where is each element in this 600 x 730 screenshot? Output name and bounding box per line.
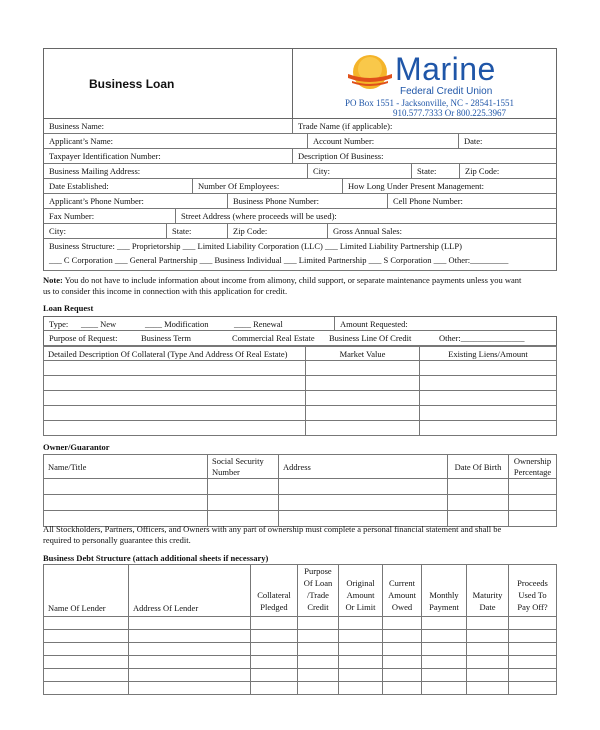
row-mailing — [43, 164, 557, 179]
col-current-amount: Current Amount Owed — [383, 565, 422, 617]
table-row[interactable] — [44, 656, 557, 669]
zip2-field[interactable]: Zip Code: — [233, 226, 268, 236]
col-lender-name: Name Of Lender — [44, 565, 129, 617]
structure-options-1[interactable]: Business Structure: ___ Proprietorship ___ Limited Liability Corporation (LLC) ___ Limited Liability Partnership (LLP) — [49, 241, 462, 251]
col-existing-liens: Existing Liens/Amount — [420, 347, 557, 361]
row-fax — [43, 209, 557, 224]
city-field[interactable]: City: — [313, 166, 331, 176]
cell-phone-field[interactable]: Cell Phone Number: — [393, 196, 463, 206]
col-original-amount: Original Amount Or Limit — [339, 565, 383, 617]
collateral-table — [43, 346, 557, 436]
purpose-term-option[interactable]: Business Term — [141, 333, 192, 343]
note-label: Note: — [43, 275, 63, 285]
table-row[interactable] — [44, 669, 557, 682]
city2-field[interactable]: City: — [49, 226, 67, 236]
owner-guarantor-heading: Owner/Guarantor — [43, 442, 110, 452]
business-phone-field[interactable]: Business Phone Number: — [233, 196, 319, 206]
table-row[interactable] — [44, 643, 557, 656]
col-ownership: Ownership Percentage — [509, 455, 557, 479]
street-address-field[interactable]: Street Address (where proceeds will be used): — [181, 211, 337, 221]
trade-name-field[interactable]: Trade Name (if applicable): — [298, 121, 393, 131]
table-row[interactable] — [44, 406, 557, 421]
col-lender-address: Address Of Lender — [129, 565, 251, 617]
table-row[interactable] — [44, 479, 557, 495]
date-established-field[interactable]: Date Established: — [49, 181, 109, 191]
row-city-sales — [43, 224, 557, 239]
taxpayer-id-field[interactable]: Taxpayer Identification Number: — [49, 151, 161, 161]
mailing-address-field[interactable]: Business Mailing Address: — [49, 166, 141, 176]
business-name-field[interactable]: Business Name: — [49, 121, 105, 131]
loan-request-heading: Loan Request — [43, 303, 94, 313]
row-taxpayer — [43, 149, 557, 164]
fax-field[interactable]: Fax Number: — [49, 211, 95, 221]
col-maturity-date: Maturity Date — [467, 565, 509, 617]
table-row[interactable] — [44, 391, 557, 406]
ownership-note-2: required to personally guarantee this credit. — [43, 535, 191, 545]
table-row — [44, 455, 557, 479]
applicant-phone-field[interactable]: Applicant’s Phone Number: — [49, 196, 144, 206]
row-purpose — [43, 331, 557, 346]
employees-field[interactable]: Number Of Employees: — [198, 181, 280, 191]
ownership-note-1: All Stockholders, Partners, Officers, and Owners with any part of ownership must complete a personal financial statement and shall be — [43, 524, 502, 534]
col-market-value: Market Value — [306, 347, 420, 361]
zip-field[interactable]: Zip Code: — [465, 166, 500, 176]
col-owner-address: Address — [279, 455, 448, 479]
table-row — [44, 565, 557, 617]
debt-table — [43, 564, 557, 695]
logo-subtitle: Federal Credit Union — [400, 86, 493, 97]
table-row[interactable] — [44, 617, 557, 630]
sun-logo-icon — [344, 52, 396, 92]
col-collateral-pledged: Collateral Pledged — [251, 565, 298, 617]
row-structure — [43, 239, 557, 271]
page-title: Business Loan — [89, 77, 175, 91]
col-ssn: Social Security Number — [208, 455, 279, 479]
purpose-other-option[interactable]: Other:_______________ — [439, 333, 525, 343]
purpose-label: Purpose of Request: — [49, 333, 118, 343]
col-purpose: Purpose Of Loan /Trade Credit — [298, 565, 339, 617]
type-renewal-option[interactable]: ____ Renewal — [234, 319, 283, 329]
row-applicant — [43, 134, 557, 149]
state2-field[interactable]: State: — [172, 226, 192, 236]
table-row[interactable] — [44, 495, 557, 511]
col-proceeds: Proceeds Used To Pay Off? — [509, 565, 557, 617]
management-field[interactable]: How Long Under Present Management: — [348, 181, 484, 191]
description-field[interactable]: Description Of Business: — [298, 151, 384, 161]
table-row[interactable] — [44, 630, 557, 643]
col-date-of-birth: Date Of Birth — [448, 455, 509, 479]
type-modification-option[interactable]: ____ Modification — [145, 319, 209, 329]
debt-structure-heading: Business Debt Structure (attach additional sheets if necessary) — [43, 553, 269, 563]
table-row — [44, 347, 557, 361]
owner-table — [43, 454, 557, 527]
structure-options-2[interactable]: ___ C Corporation ___ General Partnership ___ Business Individual ___ Limited Partnership ___ S Corporation ___ Other:_________ — [49, 255, 509, 265]
row-loan-type — [43, 316, 557, 331]
purpose-loc-option[interactable]: Business Line Of Credit — [329, 333, 412, 343]
logo-wordmark: Marine — [395, 51, 496, 87]
amount-requested-field[interactable]: Amount Requested: — [340, 319, 408, 329]
type-label: Type: — [49, 319, 69, 329]
table-row[interactable] — [44, 421, 557, 436]
purpose-cre-option[interactable]: Commercial Real Estate — [232, 333, 315, 343]
table-row[interactable] — [44, 361, 557, 376]
gross-sales-field[interactable]: Gross Annual Sales: — [333, 226, 402, 236]
note-text: You do not have to include information about income from alimony, child support, or separate maintenance payments unless you want — [62, 275, 522, 285]
table-row[interactable] — [44, 682, 557, 695]
row-business-name — [43, 119, 557, 134]
applicant-name-field[interactable]: Applicant’s Name: — [49, 136, 113, 146]
col-collateral-description: Detailed Description Of Collateral (Type And Address Of Real Estate) — [44, 347, 306, 361]
row-phones — [43, 194, 557, 209]
date-field[interactable]: Date: — [464, 136, 483, 146]
row-established — [43, 179, 557, 194]
table-row[interactable] — [44, 376, 557, 391]
state-field[interactable]: State: — [417, 166, 437, 176]
note-line-2: us to consider this income in connection with this application for credit. — [43, 286, 288, 296]
union-address: PO Box 1551 - Jacksonville, NC - 28541-1551 — [345, 98, 514, 108]
account-number-field[interactable]: Account Number: — [313, 136, 375, 146]
note-line-1 — [43, 275, 521, 286]
type-new-option[interactable]: ____ New — [81, 319, 117, 329]
col-monthly-payment: Monthly Payment — [422, 565, 467, 617]
union-phone: 910.577.7333 Or 800.225.3967 — [393, 108, 506, 118]
col-name-title: Name/Title — [44, 455, 208, 479]
